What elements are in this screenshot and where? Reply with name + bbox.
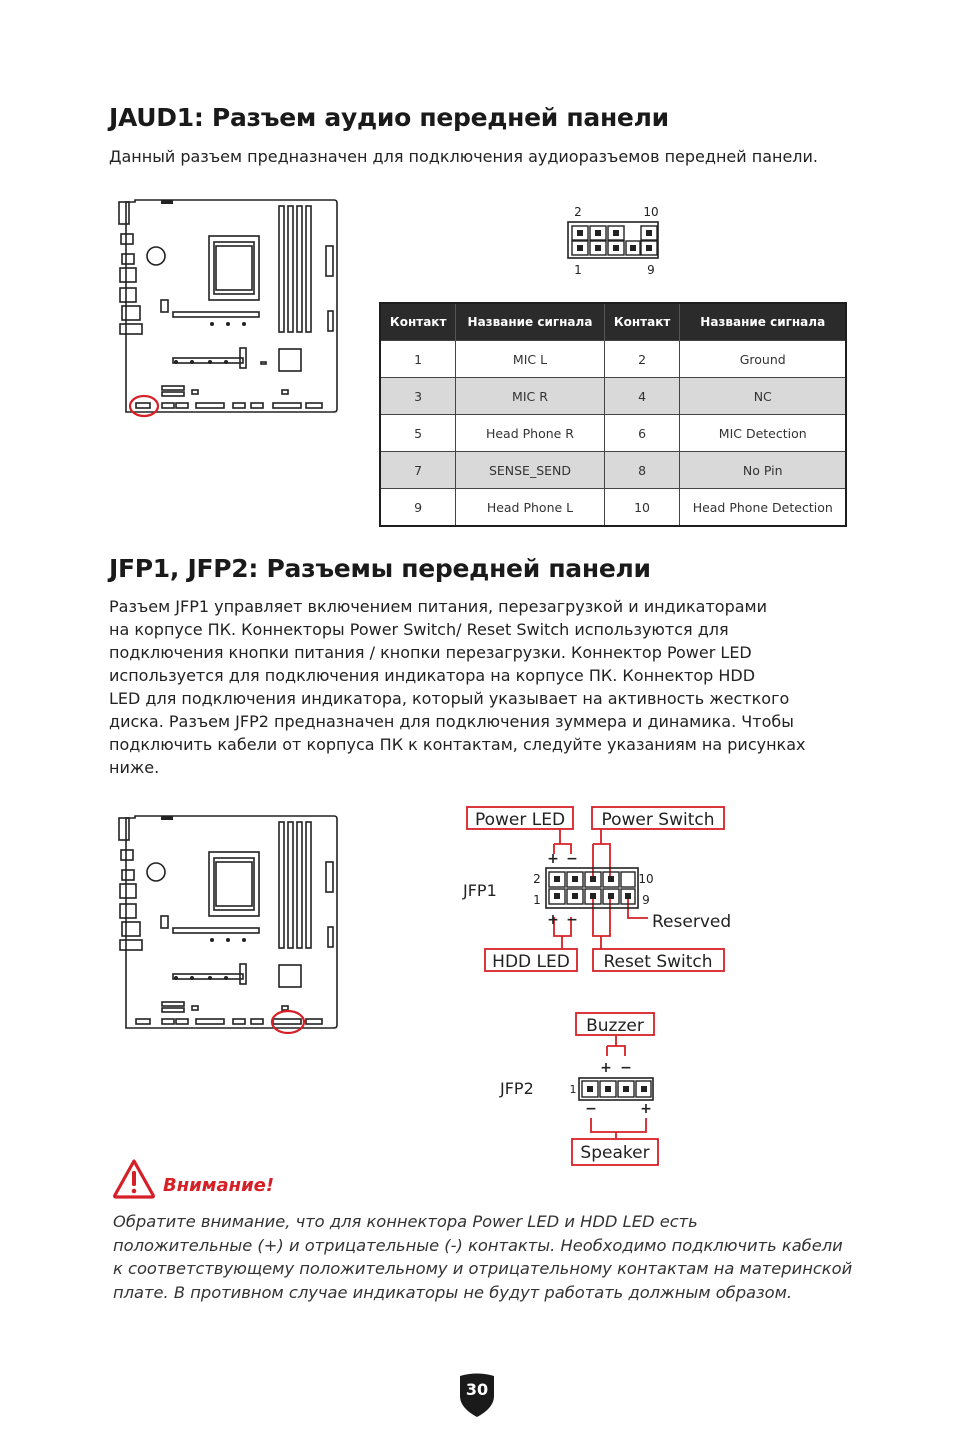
motherboard-diagram-jaud1 (116, 196, 342, 418)
pin-label-9: 9 (642, 893, 650, 907)
table-row (380, 489, 846, 527)
pin-label-2: 2 (574, 205, 582, 219)
plus-sign: + (640, 1101, 652, 1117)
pin-label-10: 10 (643, 205, 659, 219)
paragraph-line: Разъем JFP1 управляет включением питания, перезагрузкой и индикаторами (109, 597, 768, 616)
jfp1-diagram (455, 800, 755, 980)
minus-sign: − (566, 851, 578, 867)
paragraph-line: используется для подключения индикатора на корпусе ПК. Коннектор HDD (109, 666, 756, 685)
power-switch-label: Power Switch (601, 810, 715, 830)
paragraph-line: LED для подключения индикатора, который указывает на активность жесткого (109, 689, 790, 708)
section-description-jaud1: Данный разъем предназначен для подключения аудиоразъемов передней панели. (109, 147, 819, 166)
jfp2-diagram (495, 1010, 675, 1170)
column-header: Контакт (380, 303, 456, 341)
table-cell: MIC Detection (680, 415, 846, 452)
table-cell: 3 (380, 378, 456, 415)
section-paragraph-jfp (109, 595, 839, 779)
table-cell: MIC L (456, 341, 604, 378)
warning-line: плате. В противном случае индикаторы не будут работать должным образом. (113, 1282, 793, 1302)
paragraph-line: ниже. (109, 758, 160, 777)
speaker-label: Speaker (580, 1143, 650, 1163)
table-cell: 2 (604, 341, 680, 378)
plus-sign: + (600, 1060, 612, 1076)
warning-text (113, 1210, 853, 1304)
paragraph-line: диска. Разъем JFP2 предназначен для подключения зуммера и динамика. Чтобы (109, 712, 794, 731)
table-row (380, 378, 846, 415)
table-cell: 4 (604, 378, 680, 415)
table-cell: 9 (380, 489, 456, 527)
table-cell: MIC R (456, 378, 604, 415)
reserved-label: Reserved (652, 912, 732, 932)
table-cell: 8 (604, 452, 680, 489)
warning-line: к соответствующему положительному и отрицательному контактам на материнской (113, 1259, 853, 1278)
table-cell: 1 (380, 341, 456, 378)
page-number: 30 (465, 1380, 489, 1399)
table-row (380, 341, 846, 378)
pin-label-9: 9 (647, 263, 655, 277)
table-row (380, 415, 846, 452)
pin-label-2: 2 (533, 872, 541, 886)
warning-title: Внимание! (163, 1175, 275, 1196)
warning-line: Обратите внимание, что для коннектора Power LED и HDD LED есть (113, 1212, 698, 1231)
minus-sign: − (585, 1101, 597, 1117)
buzzer-label: Buzzer (586, 1016, 644, 1036)
reset-switch-label: Reset Switch (603, 952, 713, 972)
column-header: Название сигнала (456, 303, 604, 341)
table-cell: 7 (380, 452, 456, 489)
plus-sign: + (547, 912, 559, 928)
table-cell: Head Phone Detection (680, 489, 846, 527)
page-number-badge (458, 1372, 496, 1418)
jfp1-name: JFP1 (463, 881, 497, 900)
motherboard-diagram-jfp (116, 812, 342, 1034)
plus-sign: + (547, 851, 559, 867)
column-header: Название сигнала (680, 303, 846, 341)
warning-icon (112, 1158, 156, 1200)
minus-sign: − (566, 912, 578, 928)
table-cell: Head Phone L (456, 489, 604, 527)
jaud1-pin-table (379, 302, 847, 527)
pin-label-1: 1 (569, 1083, 577, 1096)
table-cell: NC (680, 378, 846, 415)
table-cell: SENSE_SEND (456, 452, 604, 489)
pin-label-10: 10 (638, 872, 654, 886)
table-cell: Ground (680, 341, 846, 378)
section-title-jaud1: JAUD1: Разъем аудио передней панели (109, 103, 669, 132)
warning-line: положительные (+) и отрицательные (-) контакты. Необходимо подключить кабели (113, 1235, 843, 1255)
table-cell: No Pin (680, 452, 846, 489)
section-title-jfp: JFP1, JFP2: Разъемы передней панели (109, 554, 651, 583)
power-led-label: Power LED (474, 810, 566, 830)
jaud1-location-marker (130, 396, 158, 416)
hdd-led-label: HDD LED (492, 952, 570, 972)
minus-sign: − (620, 1060, 632, 1076)
pin-label-1: 1 (533, 893, 541, 907)
table-cell: 10 (604, 489, 680, 527)
table-row (380, 452, 846, 489)
table-cell: 5 (380, 415, 456, 452)
paragraph-line: подключения кнопки питания / кнопки перезагрузки. Коннектор Power LED (109, 643, 752, 662)
table-cell: 6 (604, 415, 680, 452)
pin-label-1: 1 (574, 263, 582, 277)
jaud1-pin-header (560, 200, 670, 280)
jfp-location-marker (272, 1011, 304, 1033)
paragraph-line: подключить кабели от корпуса ПК к контактам, следуйте указаниям на рисунках (109, 735, 806, 754)
jfp2-name: JFP2 (500, 1079, 534, 1098)
paragraph-line: на корпусе ПК. Коннекторы Power Switch/ Reset Switch используются для (109, 620, 729, 639)
column-header: Контакт (604, 303, 680, 341)
table-cell: Head Phone R (456, 415, 604, 452)
table-header-row (380, 303, 846, 341)
